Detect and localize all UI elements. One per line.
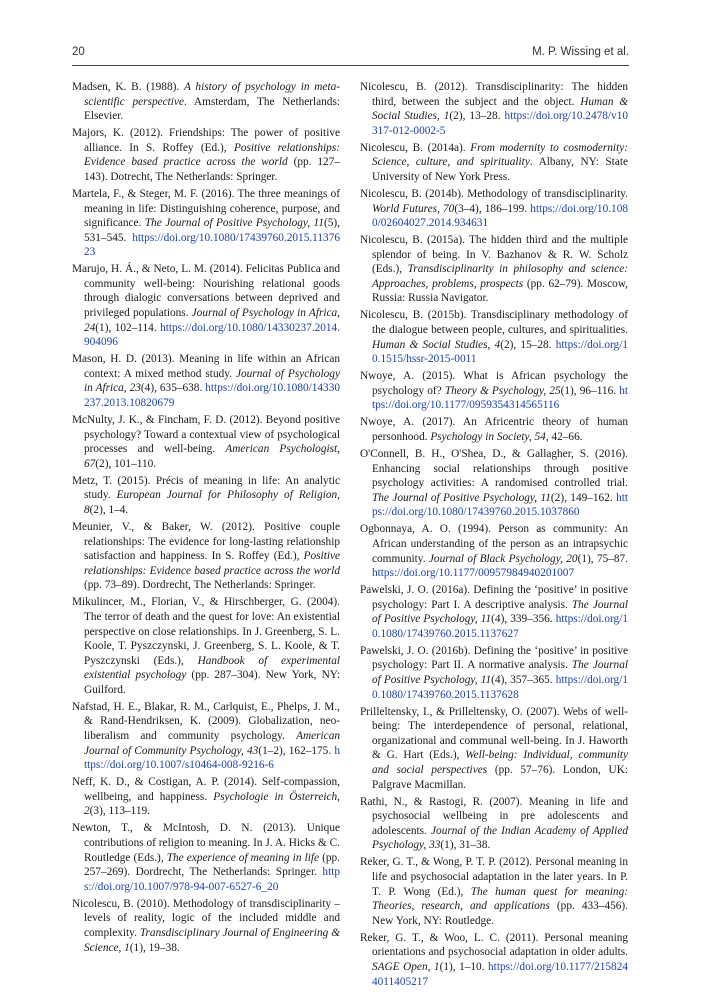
reference-source-title: From modernity to cosmodernity: Science, culture, and spirituality bbox=[372, 141, 628, 169]
reference-text: (2), 149–162. bbox=[550, 491, 617, 504]
reference-source-title: Journal of the Indian Academy of Applied Psychology, 33 bbox=[372, 824, 628, 852]
reference-source-title: Journal of Psychology in Africa, 24 bbox=[84, 307, 340, 334]
reference-source-title: Journal of Psychology in Africa, 23 bbox=[84, 367, 340, 395]
reference-entry bbox=[360, 705, 628, 793]
reference-text: Neff, K. D., & Costigan, A. P. (2014). Self-compassion, wellbeing, and happiness. bbox=[72, 776, 340, 803]
reference-source-title: Transdisciplinary Journal of Engineering & Science, 1 bbox=[84, 926, 340, 954]
reference-text: (5), 531–545. bbox=[84, 217, 340, 244]
page-number: 20 bbox=[72, 46, 85, 58]
reference-text: (1), 96–116. bbox=[560, 384, 620, 397]
reference-text: (1), 19–38. bbox=[129, 941, 180, 954]
reference-text: Majors, K. (2012). Friendships: The power of positive alliance. In S. Roffey (Ed.), bbox=[72, 127, 340, 154]
reference-source-title: The human quest for meaning: Theories, research, and applications bbox=[372, 885, 628, 913]
reference-entry bbox=[360, 415, 628, 444]
reference-source-title: The Journal of Positive Psychology, 11 bbox=[372, 598, 628, 626]
reference-source-title: Handbook of experimental existential psychology bbox=[84, 654, 340, 682]
reference-text: Reker, G. T., & Wong, P. T. P. (2012). Personal meaning in life and psychosocial adaptation in the later years. In P. T. P. Wong (Ed.), bbox=[360, 856, 628, 898]
reference-entry bbox=[360, 369, 628, 413]
reference-text: Prilleltensky, I., & Prilleltensky, O. (2007). Webs of well-being: The interdependence of personal, relational, organizational and communal well-being. In J. Haworth & G. Hart (Eds.), bbox=[360, 705, 628, 762]
reference-text: Pawelski, J. O. (2016b). Defining the ‘positive’ in positive psychology: Part II. A normative analysis. bbox=[360, 644, 628, 672]
reference-entry bbox=[72, 775, 340, 819]
reference-column-left bbox=[72, 80, 340, 958]
reference-entry bbox=[72, 474, 340, 518]
reference-entry bbox=[360, 931, 628, 989]
reference-text: (2), 15–28. bbox=[500, 338, 556, 351]
doi-link[interactable]: https://doi.org/10.1080/17439760.2015.1137627 bbox=[372, 613, 628, 640]
reference-text: Madsen, K. B. (1988). bbox=[72, 81, 184, 93]
reference-source-title: The Journal of Positive Psychology, 11 bbox=[372, 491, 551, 504]
reference-entry bbox=[360, 522, 628, 580]
reference-text: Martela, F., & Steger, M. F. (2016). The three meanings of meaning in life: Distinguishing coherence, purpose, and significance. bbox=[72, 187, 340, 230]
reference-text: (pp. 257–269). Dordrecht, The Netherlands: Springer. bbox=[84, 851, 340, 879]
reference-text: Nicolescu, B. (2012). Transdisciplinarity: The hidden third, between the subject and the object. bbox=[360, 81, 628, 108]
reference-text: (pp. 287–304). New York, NY: Guilford. bbox=[84, 669, 341, 696]
doi-link[interactable]: https://doi.org/10.1007/978-94-007-6527-6_20 bbox=[84, 866, 340, 893]
reference-source-title: A history of psychology in meta-scientific perspective bbox=[84, 81, 340, 108]
reference-entry bbox=[360, 80, 628, 138]
reference-text: (1), 1–10. bbox=[439, 960, 489, 973]
reference-entry bbox=[72, 595, 340, 697]
reference-text: Nicolescu, B. (2015a). The hidden third and the multiple splendor of being. In V. Bazhanov & R. W. Scholz (Eds.), bbox=[360, 234, 628, 276]
doi-link[interactable]: https://doi.org/10.1177/2158244011405217 bbox=[372, 960, 628, 988]
reference-source-title: Transdisciplinarity in philosophy and science: Approaches, problems, prospects bbox=[372, 263, 628, 290]
doi-link[interactable]: https://doi.org/10.1177/00957984940201007 bbox=[372, 567, 575, 580]
reference-text: (4), 635–638. bbox=[140, 382, 206, 395]
reference-column-right bbox=[360, 80, 628, 991]
reference-source-title: American Psychologist, 67 bbox=[84, 443, 340, 470]
reference-text: (1–2), 162–175. bbox=[258, 744, 335, 757]
reference-text: (4), 357–365. bbox=[491, 674, 556, 687]
doi-link[interactable]: https://doi.org/10.1177/0959354314565116 bbox=[372, 384, 628, 412]
reference-text: Meunier, V., & Baker, W. (2012). Positive couple relationships: The evidence for long-lasting relationship satisfaction and happiness. In S. Roffey (Ed.), bbox=[72, 520, 340, 563]
reference-text: Rathi, N., & Rastogi, R. (2007). Meaning in life and psychosocial wellbeing in pre adolescents and adolescents. bbox=[360, 795, 628, 837]
reference-text: (1), 102–114. bbox=[95, 321, 161, 334]
reference-text: Nicolescu, B. (2014b). Methodology of transdisciplinarity. bbox=[360, 187, 628, 200]
doi-link[interactable]: https://doi.org/10.1007/s10464-008-9216-6 bbox=[84, 744, 340, 772]
reference-source-title: The Journal of Positive Psychology, 11 bbox=[372, 659, 628, 687]
reference-text: (3–4), 186–199. bbox=[454, 202, 531, 215]
reference-entry bbox=[360, 583, 628, 641]
reference-entry bbox=[72, 413, 340, 471]
reference-entry bbox=[360, 644, 628, 702]
reference-source-title: SAGE Open, 1 bbox=[372, 960, 440, 973]
reference-text: . Amsterdam, The Netherlands: Elsevier. bbox=[84, 95, 340, 123]
reference-text: Nwoye, A. (2015). What is African psychology the psychology of? bbox=[360, 370, 628, 397]
reference-text: (pp. 127–143). Dotrecht, The Netherlands: Springer. bbox=[84, 156, 340, 183]
doi-link[interactable]: https://doi.org/10.1515/hssr-2015-0011 bbox=[372, 338, 628, 366]
doi-link[interactable]: https://doi.org/10.1080/17439760.2015.1137628 bbox=[372, 674, 628, 701]
reference-entry bbox=[72, 352, 340, 410]
reference-entry bbox=[360, 141, 628, 185]
doi-link[interactable]: https://doi.org/10.1080/14330237.2013.10820679 bbox=[84, 382, 341, 410]
reference-text: Nicolescu, B. (2015b). Transdisciplinary methodology of the dialogue between people, cultures, and spiritualities. bbox=[360, 309, 628, 337]
reference-source-title: Psychology in Society, 54 bbox=[430, 431, 546, 443]
reference-text: Pawelski, J. O. (2016a). Defining the ‘positive’ in positive psychology: Part I. A descriptive analysis. bbox=[360, 584, 628, 611]
reference-entry bbox=[360, 795, 628, 853]
page-header bbox=[72, 46, 629, 64]
reference-entry bbox=[72, 187, 340, 260]
reference-entry bbox=[72, 897, 340, 955]
doi-link[interactable]: https://doi.org/10.1080/17439760.2015.1037860 bbox=[372, 491, 628, 519]
reference-text: Nicolescu, B. (2014a). bbox=[360, 141, 471, 154]
reference-source-title: Theory & Psychology, 25 bbox=[444, 384, 561, 397]
reference-source-title: World Futures, 70 bbox=[372, 202, 455, 215]
reference-text: (1), 31–38. bbox=[440, 839, 491, 852]
reference-source-title: The Journal of Positive Psychology, 11 bbox=[144, 217, 324, 230]
reference-text: Metz, T. (2015). Précis of meaning in life: An analytic study. bbox=[72, 474, 340, 502]
doi-link[interactable]: https://doi.org/10.2478/v10317-012-0002-5 bbox=[372, 110, 628, 137]
reference-entry bbox=[360, 187, 628, 231]
reference-text: (1), 75–87. bbox=[577, 552, 629, 565]
reference-text: (4), 339–356. bbox=[491, 613, 556, 626]
reference-text: Reker, G. T., & Woo, L. C. (2011). Personal meaning orientations and psychosocial adaptation in older adults. bbox=[360, 931, 628, 959]
doi-link[interactable]: https://doi.org/10.1080/14330237.2014.904096 bbox=[84, 321, 340, 349]
reference-entry bbox=[360, 233, 628, 306]
reference-text: Marujo, H. Á., & Neto, L. M. (2014). Felicitas Publica and community well-being: Nourishing relational goods through dialogic conversations between deprived and privileged populations. bbox=[72, 263, 340, 320]
reference-text: (3), 113–119. bbox=[89, 805, 151, 818]
reference-source-title: Journal of Black Psychology, 20 bbox=[428, 552, 578, 565]
reference-entry bbox=[360, 447, 628, 520]
reference-text: (2), 1–4. bbox=[89, 503, 129, 516]
reference-text: . Albany, NY: State University of New York Press. bbox=[372, 156, 628, 183]
doi-link[interactable]: https://doi.org/10.1080/17439760.2015.1137623 bbox=[84, 231, 340, 259]
doi-link[interactable]: https://doi.org/10.1080/02604027.2014.934631 bbox=[372, 202, 629, 230]
reference-source-title: European Journal for Philosophy of Religion, 8 bbox=[84, 489, 340, 516]
running-head: M. P. Wissing et al. bbox=[532, 46, 629, 58]
reference-source-title: Human & Social Studies, 4 bbox=[372, 338, 501, 351]
reference-text: (2), 101–110. bbox=[95, 457, 157, 470]
reference-entry bbox=[72, 126, 340, 184]
reference-source-title: Well-being: Individual, community and social perspectives bbox=[372, 749, 629, 777]
reference-text: Nicolescu, B. (2010). Methodology of transdisciplinarity – levels of reality, logic of the included middle and complexity. bbox=[72, 897, 340, 939]
reference-text: , 42–66. bbox=[545, 431, 583, 443]
reference-text: Nafstad, H. E., Blakar, R. M., Carlquist, E., Phelps, J. M., & Rand-Hendriksen, K. (2009). Globalization, neo-liberalism and community psychology. bbox=[72, 700, 340, 743]
reference-entry bbox=[72, 700, 340, 773]
reference-source-title: Positive relationships: Evidence based practice across the world bbox=[84, 141, 340, 169]
reference-text: Mikulincer, M., Florian, V., & Hirschberger, G. (2004). The terror of death and the quest for love: An existential perspective on close relationships. In J. Greenberg, S. L. Koole, T. Pyszczynski, J. Greenberg, S. L. Koole, & T. Pyszczynski (Eds.), bbox=[72, 596, 340, 667]
reference-source-title: Human & Social Studies, 1 bbox=[372, 95, 629, 123]
reference-text: Ogbonnaya, A. O. (1994). Person as community: An African understanding of the person as an intrapsychic community. bbox=[360, 523, 628, 565]
header-rule bbox=[72, 65, 629, 66]
reference-source-title: American Journal of Community Psychology, 43 bbox=[84, 730, 340, 757]
reference-source-title: Psychologie in Österreich, 2 bbox=[84, 790, 340, 818]
reference-text: (2), 13–28. bbox=[449, 110, 505, 123]
reference-entry bbox=[72, 821, 340, 894]
reference-entry bbox=[72, 262, 340, 350]
reference-entry bbox=[72, 520, 340, 593]
reference-text: Mason, H. D. (2013). Meaning in life within an African context: A mixed method study. bbox=[72, 353, 340, 380]
reference-entry bbox=[360, 308, 628, 366]
reference-source-title: Positive relationships: Evidence based practice across the world bbox=[84, 550, 340, 577]
reference-text: (pp. 62–79). Moscow, Russia: Russia Navigator. bbox=[372, 277, 628, 305]
reference-text: Nwoye, A. (2017). An Africentric theory of human personhood. bbox=[360, 416, 628, 443]
reference-entry bbox=[360, 855, 628, 928]
reference-text: McNulty, J. K., & Fincham, F. D. (2012). Beyond positive psychology? Toward a contextual view of psychological processes and well-being. bbox=[72, 414, 340, 456]
reference-text: O'Connell, B. H., O'Shea, D., & Gallagher, S. (2016). Enhancing social relationships through positive psychology activities: A randomised controlled trial. bbox=[360, 447, 628, 490]
reference-text: Newton, T., & McIntosh, D. N. (2013). Unique contributions of religion to meaning. In J. A. Hicks & C. Routledge (Eds.), bbox=[72, 822, 340, 864]
reference-text: (pp. 57–76). London, UK: Palgrave Macmillan. bbox=[372, 764, 628, 791]
reference-entry bbox=[72, 80, 340, 124]
reference-source-title: The experience of meaning in life bbox=[166, 851, 319, 864]
reference-text: (pp. 433–456). New York, NY: Routledge. bbox=[372, 900, 628, 927]
reference-text: (pp. 73–89). Dordrecht, The Netherlands: Springer. bbox=[84, 579, 316, 592]
